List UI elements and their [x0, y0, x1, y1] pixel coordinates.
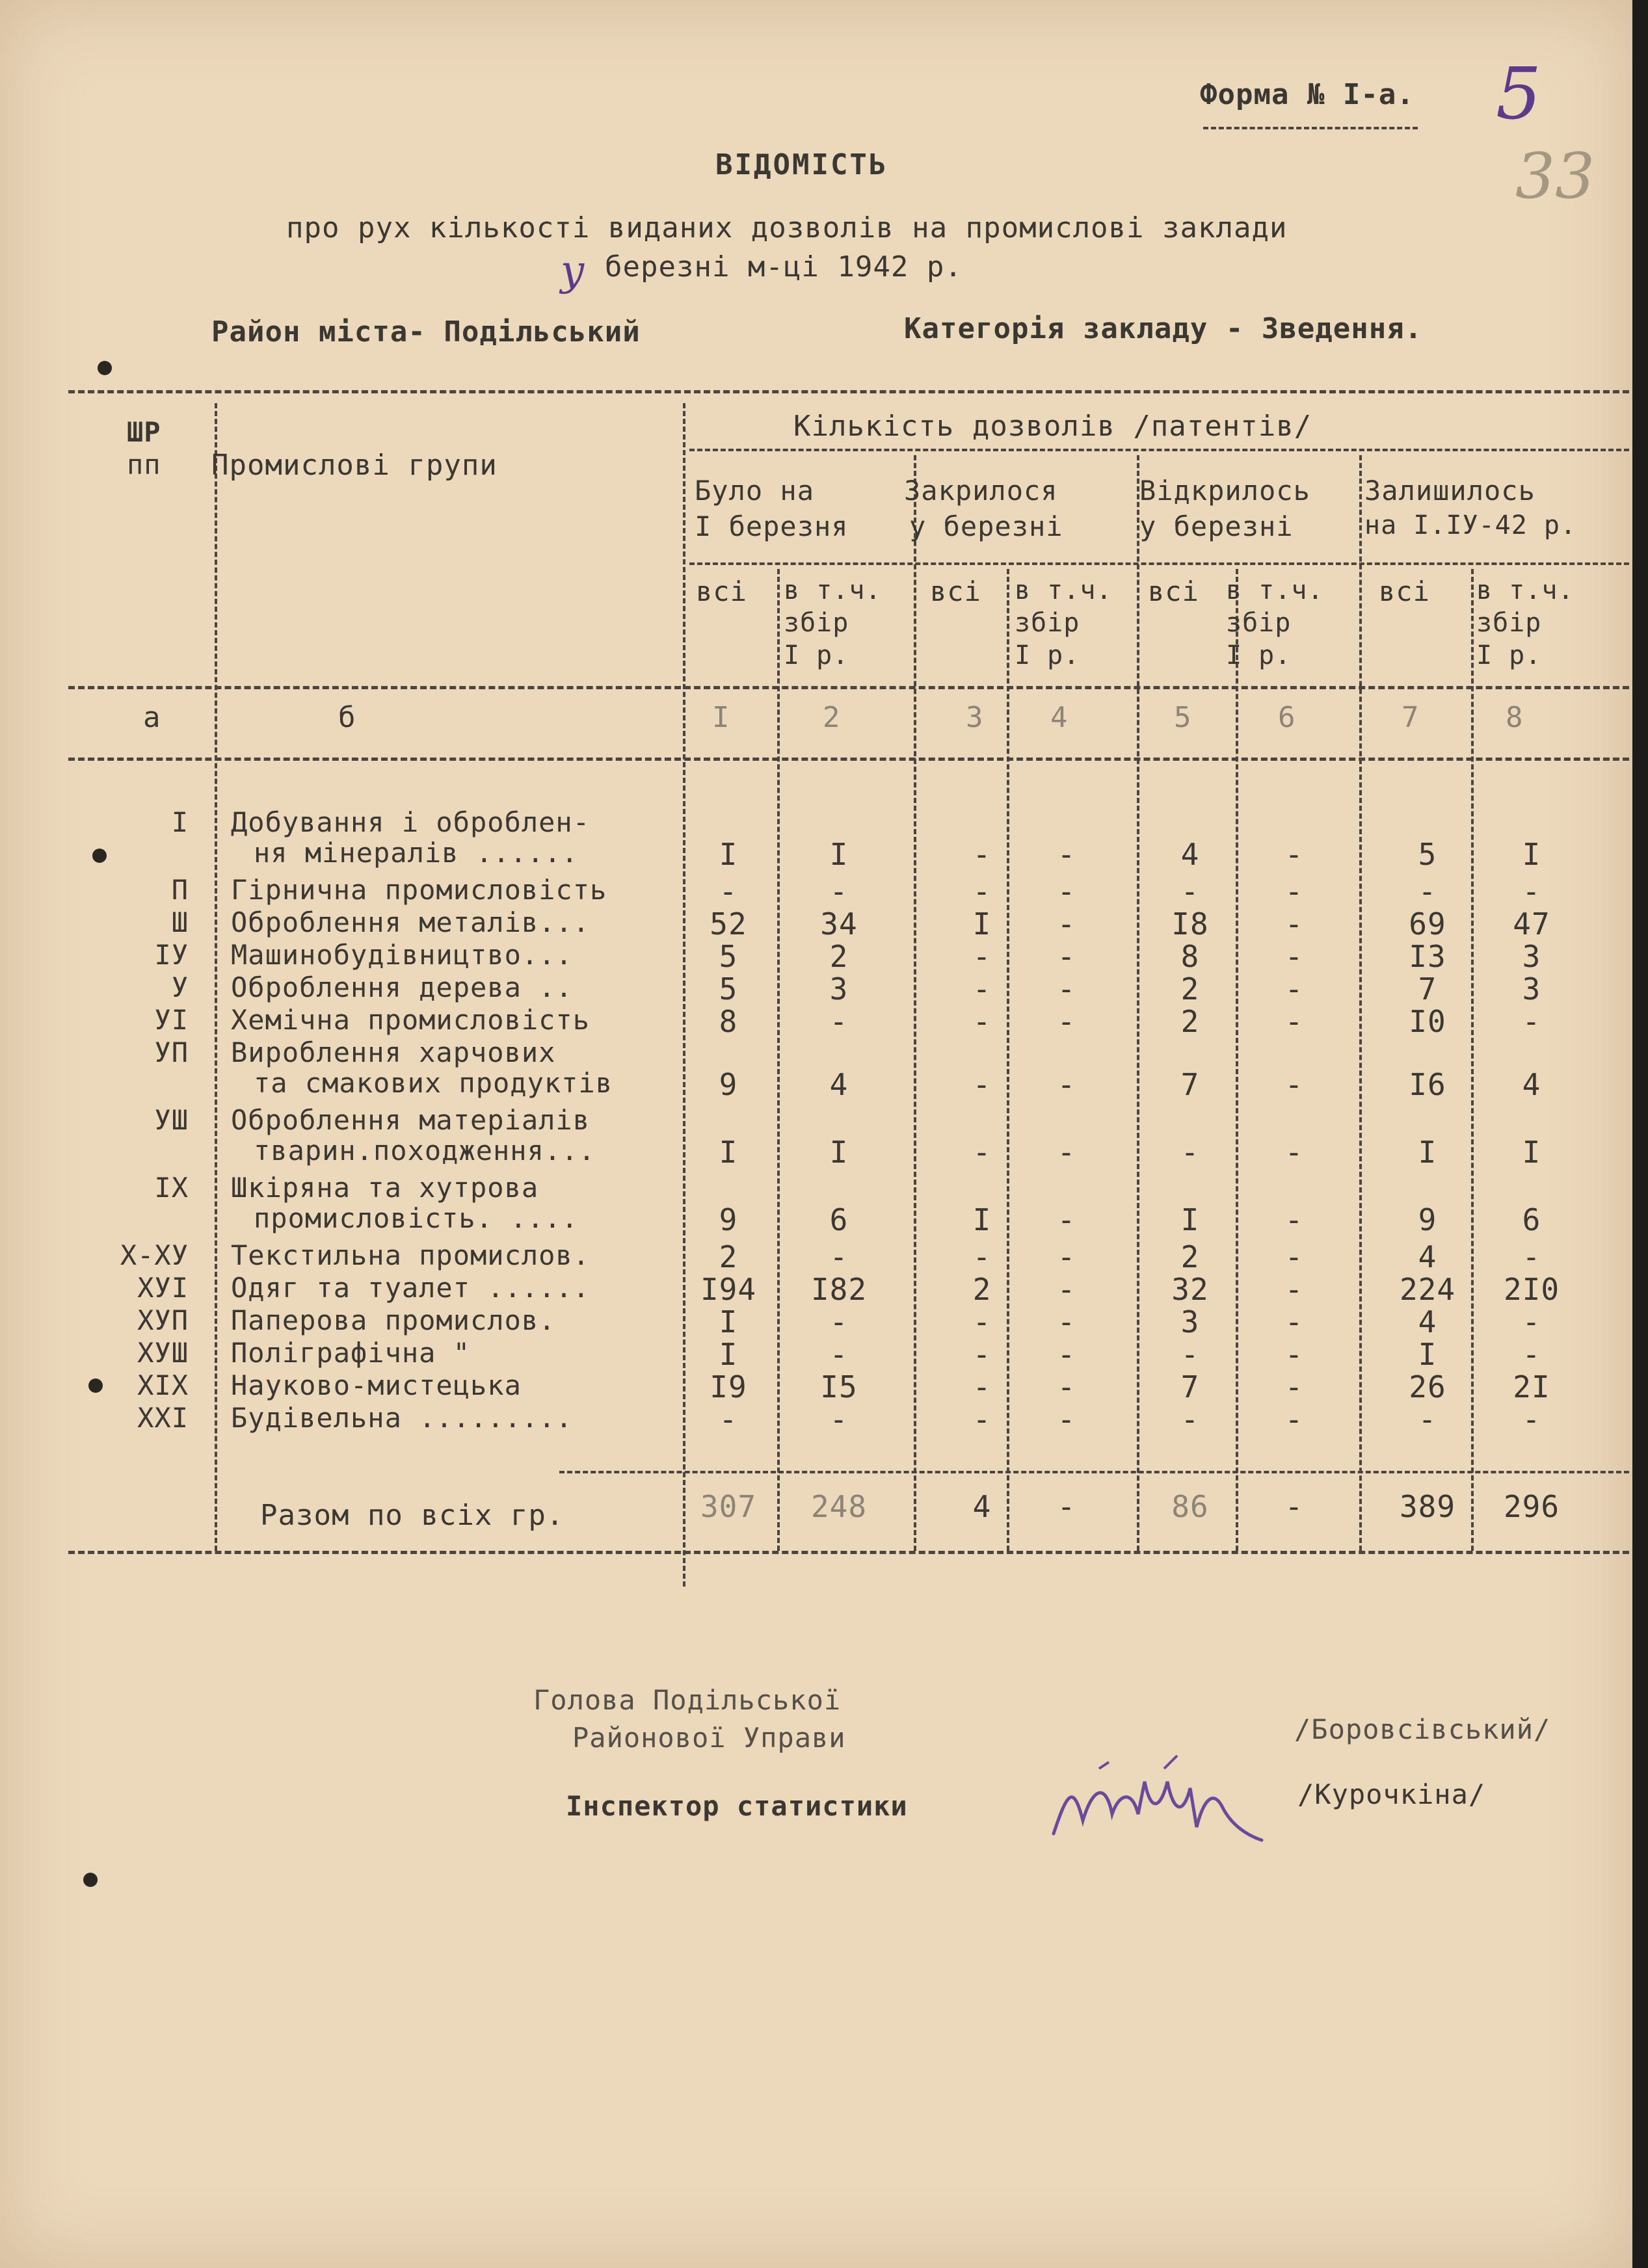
table-top-rule: [68, 390, 1629, 393]
table-cell: -: [1180, 1402, 1200, 1437]
index-cell: 6: [1278, 701, 1296, 734]
table-cell: 8: [719, 1004, 738, 1039]
index-cell: 3: [966, 701, 984, 734]
vline-groups: [683, 403, 685, 1587]
row-group-name: Будівельна .........: [231, 1402, 573, 1434]
table-cell: 2I0: [1503, 1272, 1560, 1307]
table-cell: -: [1418, 1402, 1437, 1437]
table-cell: I: [829, 1135, 849, 1170]
table-cell: -: [972, 874, 992, 909]
row-number: П: [171, 874, 189, 906]
group-4-header-b: на I.IУ-42 р.: [1364, 510, 1577, 540]
sub-incl-2b: збір: [1015, 608, 1080, 638]
table-cell: 2: [1180, 971, 1200, 1007]
row-group-name: Оброблення матеріалів: [231, 1104, 591, 1136]
table-cell: -: [1057, 1272, 1076, 1307]
table-cell: 6: [829, 1202, 849, 1237]
sub-incl-1a: в т.ч.: [784, 575, 882, 605]
table-cell: 4: [829, 1067, 849, 1102]
table-cell: I: [1418, 1135, 1437, 1170]
table-cell: 5: [719, 971, 738, 1007]
table-cell: 2: [972, 1272, 992, 1307]
table-cell: -: [1522, 1004, 1541, 1039]
row-number: I: [171, 806, 189, 838]
table-cell: 3: [1522, 939, 1541, 974]
col-num-header-1: ШР: [127, 416, 161, 448]
table-cell: -: [1284, 1337, 1304, 1372]
table-cell: 2: [1180, 1004, 1200, 1039]
row-group-name: Одяг та туалет ......: [231, 1272, 591, 1304]
inspector-signature: [1047, 1743, 1281, 1866]
row-group-name: Гірнична промисловість: [231, 874, 607, 906]
sub-all-1: всі: [696, 575, 747, 607]
table-cell: -: [1180, 1337, 1200, 1372]
table-cell: -: [1057, 1135, 1076, 1170]
table-cell: -: [829, 874, 849, 909]
table-cell: 4: [1418, 1304, 1437, 1339]
table-cell: -: [1284, 1402, 1304, 1437]
table-cell: 3: [829, 971, 849, 1007]
table-cell: -: [1057, 874, 1076, 909]
table-cell: -: [972, 971, 992, 1007]
table-cell: -: [1522, 1304, 1541, 1339]
table-cell: -: [1284, 1304, 1304, 1339]
group-4-header-a: Залишилось: [1364, 475, 1535, 507]
table-cell: 224: [1399, 1272, 1456, 1307]
table-cell: I: [1180, 1202, 1200, 1237]
sub-incl-2a: в т.ч.: [1015, 575, 1113, 605]
table-cell: I94: [700, 1272, 757, 1307]
table-cell: 4: [1418, 1239, 1437, 1274]
table-cell: -: [972, 1402, 992, 1437]
table-cell: -: [1057, 1239, 1076, 1274]
table-cell: 3: [1522, 971, 1541, 1007]
table-cell: 6: [1522, 1202, 1541, 1237]
table-cell: I: [1522, 837, 1541, 872]
table-cell: -: [1522, 874, 1541, 909]
table-cell: -: [1057, 1004, 1076, 1039]
table-cell: 7: [1180, 1369, 1200, 1404]
sub-all-3: всі: [1148, 575, 1199, 607]
row-group-name: промисловість. ....: [254, 1202, 579, 1234]
sub-incl-4b: збір: [1476, 608, 1542, 638]
row-group-name: Науково-мистецька: [231, 1369, 522, 1401]
table-cell: 9: [719, 1202, 738, 1237]
table-cell: -: [1284, 1369, 1304, 1404]
table-cell: I3: [1409, 939, 1446, 974]
row-number: УП: [154, 1036, 189, 1068]
table-cell: 9: [1418, 1202, 1437, 1237]
index-row-rule: [68, 758, 1629, 761]
table-cell: 7: [1180, 1067, 1200, 1102]
index-cell: 5: [1174, 701, 1192, 734]
table-cell: 32: [1171, 1272, 1209, 1307]
col-group-header: Промислові групи: [211, 449, 498, 482]
table-cell: 2I: [1513, 1369, 1550, 1404]
table-cell: -: [1522, 1402, 1541, 1437]
table-cell: 26: [1409, 1369, 1446, 1404]
sub-incl-2c: I р.: [1015, 640, 1080, 670]
table-cell: 69: [1409, 906, 1446, 942]
index-cell: I: [712, 701, 730, 734]
row-group-name: Хемічна промисловість: [231, 1004, 591, 1036]
table-cell: 2: [829, 939, 849, 974]
sub-all-2: всі: [930, 575, 981, 607]
main-header: Кількість дозволів /патентів/: [793, 410, 1312, 443]
district-label: Район міста- Подільський: [211, 315, 641, 349]
sub-incl-3c: I р.: [1226, 640, 1292, 670]
table-cell: -: [1057, 971, 1076, 1007]
row-group-name: Оброблення металів...: [231, 906, 591, 938]
table-cell: -: [1057, 1304, 1076, 1339]
table-cell: I82: [810, 1272, 868, 1307]
row-number: IУ: [154, 939, 189, 971]
table-cell: 47: [1513, 906, 1550, 942]
group-1-header-a: Було на: [695, 475, 815, 507]
table-cell: I: [972, 1202, 992, 1237]
table-cell: I8: [1171, 906, 1209, 942]
page-number-pencil: 33: [1515, 140, 1595, 213]
table-cell: -: [1284, 1239, 1304, 1274]
group-2-header-a: Закрилося: [904, 475, 1058, 507]
table-cell: 7: [1418, 971, 1437, 1007]
total-cell: -: [1057, 1489, 1076, 1524]
row-number: У: [171, 971, 189, 1003]
group-header-rule: [689, 449, 1629, 451]
table-cell: 8: [1180, 939, 1200, 974]
table-cell: I0: [1409, 1004, 1446, 1039]
table-cell: -: [1284, 906, 1304, 942]
table-cell: 34: [820, 906, 858, 942]
total-cell: 307: [700, 1489, 757, 1524]
head-name: /Боровсівський/: [1294, 1713, 1551, 1745]
table-cell: -: [1180, 1135, 1200, 1170]
table-cell: 4: [1522, 1067, 1541, 1102]
header-bottom-rule: [68, 686, 1629, 689]
table-cell: 2: [1180, 1239, 1200, 1274]
sub-incl-3a: в т.ч.: [1226, 575, 1324, 605]
table-cell: -: [1418, 874, 1437, 909]
row-number: УШ: [154, 1104, 189, 1136]
punch-hole: [83, 1873, 98, 1887]
row-group-name: Паперова промислов.: [231, 1304, 556, 1336]
total-cell: 4: [972, 1489, 992, 1524]
table-cell: -: [1284, 1067, 1304, 1102]
table-cell: -: [1522, 1239, 1541, 1274]
table-cell: I: [972, 906, 992, 942]
table-cell: -: [719, 1402, 738, 1437]
table-cell: -: [1284, 837, 1304, 872]
group-1-header-b: I березня: [695, 510, 849, 542]
table-cell: -: [1284, 1004, 1304, 1039]
row-group-name: Текстильна промислов.: [231, 1239, 591, 1271]
table-cell: -: [1057, 1067, 1076, 1102]
row-number: XIX: [137, 1369, 189, 1401]
table-cell: 52: [710, 906, 747, 942]
table-cell: -: [829, 1402, 849, 1437]
table-cell: 2: [719, 1239, 738, 1274]
table-cell: -: [829, 1337, 849, 1372]
table-cell: -: [1057, 1402, 1076, 1437]
vline-num: [215, 403, 217, 1551]
vline-g2: [914, 455, 916, 1551]
row-group-name: тварин.походження...: [254, 1135, 596, 1167]
row-group-name: Вироблення харчових: [231, 1036, 556, 1068]
index-cell: а: [143, 701, 161, 734]
vline-g4: [1359, 455, 1362, 1551]
total-cell: 248: [810, 1489, 868, 1524]
total-cell: 296: [1503, 1489, 1560, 1524]
table-cell: 4: [1180, 837, 1200, 872]
vline-g3: [1137, 455, 1139, 1551]
row-group-name: Добування і оброблен-: [231, 806, 591, 838]
table-cell: I: [719, 1135, 738, 1170]
table-cell: -: [1284, 1135, 1304, 1170]
row-group-name: ня мінералів ......: [254, 837, 579, 869]
row-number: УI: [154, 1004, 189, 1036]
table-cell: -: [829, 1239, 849, 1274]
table-cell: I: [1418, 1337, 1437, 1372]
table-cell: -: [1057, 1202, 1076, 1237]
table-cell: 9: [719, 1067, 738, 1102]
row-group-name: та смакових продуктів: [254, 1067, 613, 1099]
sub-incl-3b: збір: [1226, 608, 1292, 638]
punch-hole: [92, 849, 107, 863]
punch-hole: [98, 361, 112, 375]
table-cell: 5: [1418, 837, 1437, 872]
index-cell: 2: [823, 701, 841, 734]
category-label: Категорія закладу - Зведення.: [904, 312, 1423, 345]
group-3-header-a: Відкрилось: [1139, 475, 1310, 507]
table-cell: -: [829, 1004, 849, 1039]
table-cell: -: [719, 874, 738, 909]
index-cell: 4: [1050, 701, 1069, 734]
table-cell: -: [972, 1304, 992, 1339]
table-cell: -: [972, 939, 992, 974]
table-cell: 5: [719, 939, 738, 974]
total-label: Разом по всіх гр.: [260, 1499, 565, 1532]
inspector-title: Інспектор статистики: [566, 1790, 908, 1822]
form-number-underline: [1203, 127, 1418, 129]
table-cell: 3: [1180, 1304, 1200, 1339]
table-bottom-rule: [68, 1551, 1629, 1554]
row-number: Ш: [171, 906, 189, 938]
table-cell: -: [972, 1369, 992, 1404]
sub-incl-4c: I р.: [1476, 640, 1542, 670]
table-cell: I: [829, 837, 849, 872]
table-cell: -: [1522, 1337, 1541, 1372]
table-cell: I6: [1409, 1067, 1446, 1102]
total-cell: 389: [1399, 1489, 1456, 1524]
table-cell: -: [1057, 939, 1076, 974]
row-number: XУШ: [137, 1337, 189, 1369]
document-subtitle: про рух кількості виданих дозволів на промислові заклади: [286, 211, 1288, 244]
form-number: Форма № I-а.: [1200, 78, 1415, 111]
row-group-name: Машинобудівництво...: [231, 939, 573, 971]
table-cell: -: [1284, 1272, 1304, 1307]
index-cell: 7: [1402, 701, 1420, 734]
col-num-header-2: пп: [127, 449, 161, 481]
handwritten-u: у: [561, 247, 585, 295]
group-3-header-b: у березні: [1139, 510, 1294, 542]
vline-c5: [1236, 569, 1238, 1551]
row-group-name: Поліграфічна ": [231, 1337, 471, 1369]
vline-c1: [777, 569, 780, 1551]
row-number: IX: [154, 1172, 189, 1204]
table-cell: -: [972, 1004, 992, 1039]
group-2-header-b: у березні: [909, 510, 1063, 542]
page-number-ink: 5: [1496, 52, 1541, 135]
total-cell: -: [1284, 1489, 1304, 1524]
document-period: березні м-ці 1942 р.: [605, 250, 963, 284]
table-cell: -: [972, 1067, 992, 1102]
table-cell: I: [719, 1304, 738, 1339]
table-cell: -: [1057, 906, 1076, 942]
table-cell: -: [972, 837, 992, 872]
table-cell: -: [1057, 837, 1076, 872]
row-number: X-XУ: [120, 1239, 189, 1271]
subgroup-header-rule: [689, 562, 1629, 565]
table-cell: -: [1284, 874, 1304, 909]
table-cell: -: [1180, 874, 1200, 909]
sub-incl-4a: в т.ч.: [1476, 575, 1575, 605]
table-cell: I5: [820, 1369, 858, 1404]
inspector-name: /Курочкіна/: [1297, 1778, 1486, 1810]
row-number: XУI: [137, 1272, 189, 1304]
table-cell: -: [1057, 1369, 1076, 1404]
row-group-name: Шкіряна та хутрова: [231, 1172, 539, 1204]
total-top-rule: [559, 1471, 1629, 1473]
table-cell: I: [1522, 1135, 1541, 1170]
table-cell: -: [829, 1304, 849, 1339]
row-group-name: Оброблення дерева ..: [231, 971, 573, 1003]
table-cell: I9: [710, 1369, 747, 1404]
table-cell: -: [972, 1337, 992, 1372]
document-title: ВІДОМІСТЬ: [715, 148, 888, 181]
table-cell: -: [1284, 971, 1304, 1007]
index-cell: б: [338, 701, 356, 734]
row-number: XXI: [137, 1402, 189, 1434]
table-cell: I: [719, 1337, 738, 1372]
row-number: XУП: [137, 1304, 189, 1336]
table-cell: -: [1057, 1337, 1076, 1372]
table-cell: -: [972, 1135, 992, 1170]
sub-all-4: всі: [1379, 575, 1430, 607]
table-cell: I: [719, 837, 738, 872]
head-title-line2: Районової Управи: [572, 1722, 846, 1754]
table-cell: -: [1284, 1202, 1304, 1237]
sub-incl-1b: збір: [784, 608, 849, 638]
total-cell: 86: [1171, 1489, 1209, 1524]
table-cell: -: [1284, 939, 1304, 974]
head-title-line1: Голова Подільської: [533, 1684, 842, 1716]
sub-incl-1c: I р.: [784, 640, 849, 670]
table-cell: -: [972, 1239, 992, 1274]
index-cell: 8: [1506, 701, 1524, 734]
